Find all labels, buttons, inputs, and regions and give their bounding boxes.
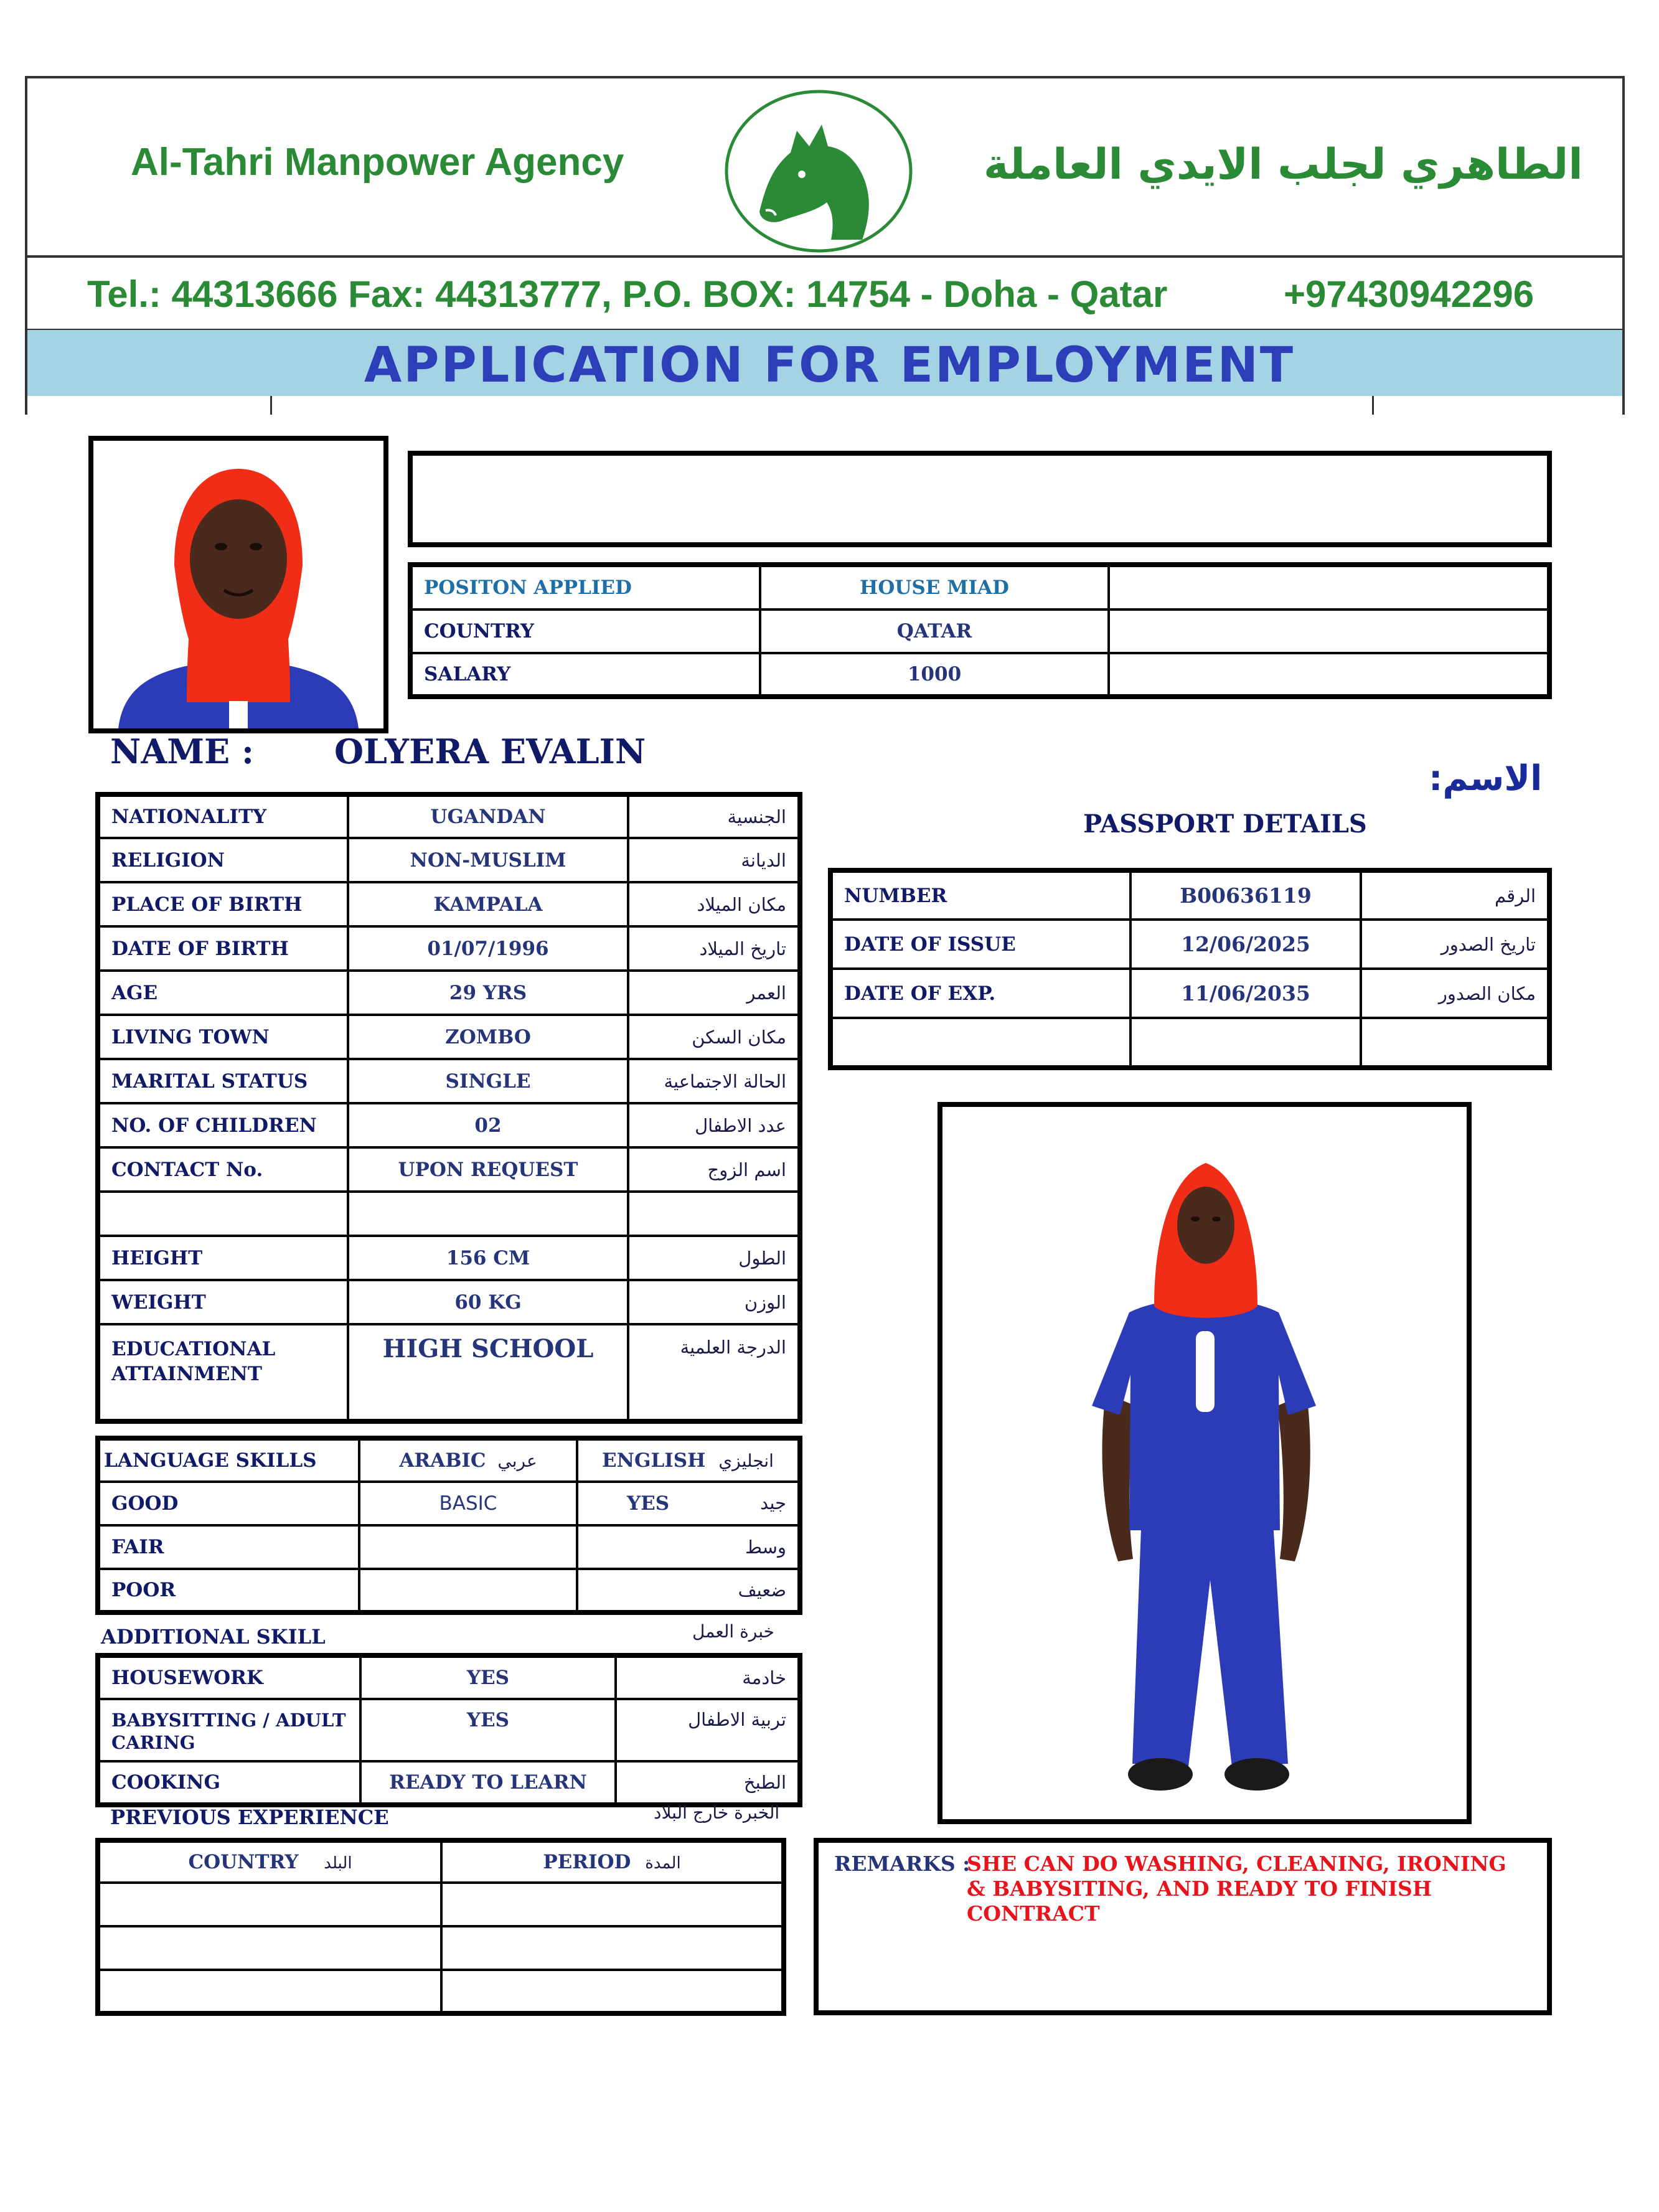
row-label-arabic: الطول bbox=[628, 1236, 800, 1280]
contact-details: Tel.: 44313666 Fax: 44313777, P.O. BOX: 14754 - Doha - Qatar bbox=[87, 273, 1168, 315]
english-column-header bbox=[577, 1438, 800, 1482]
country-value: QATAR bbox=[760, 609, 1109, 653]
additional-skill-caption-arabic: خبرة العمل bbox=[692, 1621, 774, 1642]
english-level-cell bbox=[577, 1482, 800, 1525]
row-label-arabic: تاريخ الصدور bbox=[1361, 920, 1549, 969]
table-row bbox=[98, 1147, 800, 1192]
skill-label: COOKING bbox=[98, 1761, 360, 1805]
table-row bbox=[830, 870, 1549, 920]
row-value: UGANDAN bbox=[348, 794, 628, 838]
row-label-arabic: تاريخ الميلاد bbox=[628, 926, 800, 971]
country-label: COUNTRY bbox=[410, 609, 760, 653]
skill-label-arabic: خادمة bbox=[616, 1655, 800, 1699]
table-row bbox=[98, 838, 800, 882]
table-row bbox=[98, 1655, 800, 1699]
agency-name-english: Al-Tahri Manpower Agency bbox=[131, 141, 624, 184]
empty-cell bbox=[1109, 653, 1549, 697]
row-label-arabic: الجنسية bbox=[628, 794, 800, 838]
issue-date-label: DATE OF ISSUE bbox=[830, 920, 1130, 969]
table-row bbox=[98, 1059, 800, 1103]
row-label-arabic: عدد الاطفال bbox=[628, 1103, 800, 1147]
level-label-arabic: ضعيف bbox=[738, 1579, 786, 1601]
table-row bbox=[98, 1926, 784, 1970]
applicant-name: OLYERA EVALIN bbox=[334, 732, 646, 771]
salary-value: 1000 bbox=[760, 653, 1109, 697]
name-label: NAME : bbox=[110, 732, 254, 771]
table-row bbox=[98, 1280, 800, 1324]
row-value: UPON REQUEST bbox=[348, 1147, 628, 1192]
table-row bbox=[98, 1103, 800, 1147]
row-label-arabic: الوزن bbox=[628, 1280, 800, 1324]
row-label bbox=[830, 1018, 1130, 1068]
row-label-arabic: اسم الزوج bbox=[628, 1147, 800, 1192]
row-label: AGE bbox=[98, 971, 348, 1015]
row-value bbox=[348, 1192, 628, 1236]
language-skills-table bbox=[95, 1436, 802, 1615]
table-row bbox=[98, 1324, 800, 1421]
arabic-level: BASIC bbox=[359, 1482, 577, 1525]
row-value: NON-MUSLIM bbox=[348, 838, 628, 882]
passport-number-label: NUMBER bbox=[830, 870, 1130, 920]
row-label-arabic: مكان السكن bbox=[628, 1015, 800, 1059]
table-row bbox=[410, 653, 1549, 697]
row-value: KAMPALA bbox=[348, 882, 628, 926]
period-column-label: PERIOD bbox=[543, 1851, 631, 1873]
passport-table bbox=[828, 868, 1552, 1070]
row-value: 01/07/1996 bbox=[348, 926, 628, 971]
row-label: WEIGHT bbox=[98, 1280, 348, 1324]
previous-experience-table bbox=[95, 1838, 786, 2016]
row-label: PLACE OF BIRTH bbox=[98, 882, 348, 926]
table-row bbox=[830, 1018, 1549, 1068]
table-row bbox=[98, 1236, 800, 1280]
level-label-arabic: وسط bbox=[745, 1537, 786, 1558]
english-level-cell bbox=[577, 1525, 800, 1569]
table-row bbox=[98, 1761, 800, 1805]
row-value: 02 bbox=[348, 1103, 628, 1147]
position-table bbox=[408, 562, 1552, 699]
contact-phone: +97430942296 bbox=[1284, 273, 1534, 315]
skill-label: BABYSITTING / ADULT CARING bbox=[98, 1699, 360, 1761]
empty-cell bbox=[441, 1970, 784, 2013]
additional-skill-caption: ADDITIONAL SKILL bbox=[101, 1625, 326, 1649]
table-row bbox=[98, 1525, 800, 1569]
skill-label: HOUSEWORK bbox=[98, 1655, 360, 1699]
passport-number: B00636119 bbox=[1130, 870, 1361, 920]
row-label: HEIGHT bbox=[98, 1236, 348, 1280]
education-label-arabic: الدرجة العلمية bbox=[628, 1324, 800, 1421]
row-value bbox=[1130, 1018, 1361, 1068]
previous-experience-caption-arabic: الخبرة خارج البلاد bbox=[654, 1802, 780, 1823]
page-title: APPLICATION FOR EMPLOYMENT bbox=[364, 337, 1295, 393]
expiry-date: 11/06/2035 bbox=[1130, 969, 1361, 1018]
skill-value: READY TO LEARN bbox=[360, 1761, 616, 1805]
table-row bbox=[98, 1970, 784, 2013]
expiry-date-label: DATE OF EXP. bbox=[830, 969, 1130, 1018]
row-label: FAIR bbox=[98, 1525, 359, 1569]
row-label-arabic: العمر bbox=[628, 971, 800, 1015]
table-row bbox=[98, 926, 800, 971]
row-value: ZOMBO bbox=[348, 1015, 628, 1059]
education-value: HIGH SCHOOL bbox=[348, 1324, 628, 1421]
english-level: YES bbox=[627, 1492, 670, 1515]
table-row bbox=[98, 1840, 784, 1883]
table-row bbox=[410, 565, 1549, 609]
row-label: LIVING TOWN bbox=[98, 1015, 348, 1059]
name-label-arabic: الاسم: bbox=[1429, 758, 1543, 799]
row-label: RELIGION bbox=[98, 838, 348, 882]
row-label-arabic bbox=[628, 1192, 800, 1236]
row-label-arabic: الحالة الاجتماعية bbox=[628, 1059, 800, 1103]
table-row bbox=[98, 1192, 800, 1236]
row-label-arabic: الرقم bbox=[1361, 870, 1549, 920]
period-column-header bbox=[441, 1840, 784, 1883]
salary-label: SALARY bbox=[410, 653, 760, 697]
english-column-label-arabic: انجليزي bbox=[718, 1451, 774, 1471]
table-row bbox=[98, 1569, 800, 1612]
language-skills-label: LANGUAGE SKILLS bbox=[98, 1438, 359, 1482]
skill-label-arabic: الطبخ bbox=[616, 1761, 800, 1805]
row-value: 156 CM bbox=[348, 1236, 628, 1280]
table-row bbox=[98, 1015, 800, 1059]
personal-details-table bbox=[95, 792, 802, 1424]
education-label-line-1: EDUCATIONAL bbox=[111, 1338, 276, 1360]
table-row bbox=[830, 969, 1549, 1018]
empty-cell bbox=[441, 1883, 784, 1926]
row-label: NATIONALITY bbox=[98, 794, 348, 838]
table-row bbox=[98, 1438, 800, 1482]
english-column-label: ENGLISH bbox=[602, 1449, 706, 1472]
letterhead-divider bbox=[25, 255, 1625, 258]
table-row bbox=[98, 1699, 800, 1761]
cropped-header-strip bbox=[25, 396, 1625, 415]
row-label: POOR bbox=[98, 1569, 359, 1612]
row-label: GOOD bbox=[98, 1482, 359, 1525]
empty-cell bbox=[441, 1926, 784, 1970]
arabic-column-header bbox=[359, 1438, 577, 1482]
arabic-column-label-arabic: عربي bbox=[497, 1451, 537, 1471]
remarks-label: REMARKS : bbox=[834, 1852, 970, 1876]
row-label-arabic: الديانة bbox=[628, 838, 800, 882]
applicant-portrait-photo bbox=[88, 436, 388, 733]
empty-cell bbox=[98, 1926, 441, 1970]
skill-value: YES bbox=[360, 1699, 616, 1761]
skill-value: YES bbox=[360, 1655, 616, 1699]
table-row bbox=[98, 971, 800, 1015]
table-row bbox=[98, 794, 800, 838]
empty-cell bbox=[1109, 565, 1549, 609]
remarks-text: SHE CAN DO WASHING, CLEANING, IRONING & BABYSITING, AND READY TO FINISH CONTRACT bbox=[967, 1852, 1506, 1926]
row-label: MARITAL STATUS bbox=[98, 1059, 348, 1103]
blank-header-box bbox=[408, 451, 1552, 547]
table-row bbox=[410, 609, 1549, 653]
previous-experience-caption: PREVIOUS EXPERIENCE bbox=[110, 1805, 389, 1829]
empty-cell bbox=[1109, 609, 1549, 653]
table-row bbox=[98, 1482, 800, 1525]
empty-cell bbox=[98, 1883, 441, 1926]
position-value: HOUSE MIAD bbox=[760, 565, 1109, 609]
arabic-level bbox=[359, 1569, 577, 1612]
arabic-level bbox=[359, 1525, 577, 1569]
row-value: SINGLE bbox=[348, 1059, 628, 1103]
additional-skills-table bbox=[95, 1653, 802, 1807]
row-label bbox=[98, 1192, 348, 1236]
row-label: DATE OF BIRTH bbox=[98, 926, 348, 971]
table-row bbox=[98, 1883, 784, 1926]
skill-label-arabic: تربية الاطفال bbox=[616, 1699, 800, 1761]
row-value: 60 KG bbox=[348, 1280, 628, 1324]
position-label: POSITON APPLIED bbox=[410, 565, 760, 609]
country-column-label-arabic: البلد bbox=[324, 1854, 352, 1873]
education-label-line-2: ATTAINMENT bbox=[111, 1363, 262, 1385]
country-column-header bbox=[98, 1840, 441, 1883]
row-value: 29 YRS bbox=[348, 971, 628, 1015]
education-label bbox=[98, 1324, 348, 1421]
row-label-arabic: مكان الميلاد bbox=[628, 882, 800, 926]
table-row bbox=[98, 882, 800, 926]
arabic-column-label: ARABIC bbox=[399, 1449, 486, 1472]
applicant-full-body-photo bbox=[938, 1102, 1472, 1824]
english-level-cell bbox=[577, 1569, 800, 1612]
empty-cell bbox=[98, 1970, 441, 2013]
table-row bbox=[830, 920, 1549, 969]
row-label: CONTACT No. bbox=[98, 1147, 348, 1192]
row-label-arabic: مكان الصدور bbox=[1361, 969, 1549, 1018]
row-label-arabic bbox=[1361, 1018, 1549, 1068]
country-column-label: COUNTRY bbox=[188, 1851, 299, 1873]
passport-details-title: PASSPORT DETAILS bbox=[1083, 809, 1367, 839]
row-label: NO. OF CHILDREN bbox=[98, 1103, 348, 1147]
period-column-label-arabic: المدة bbox=[645, 1854, 681, 1873]
horse-logo-icon bbox=[722, 87, 915, 255]
issue-date: 12/06/2025 bbox=[1130, 920, 1361, 969]
level-label-arabic: جيد bbox=[760, 1492, 786, 1513]
agency-name-arabic: الطاهري لجلب الايدي العاملة bbox=[984, 140, 1583, 189]
